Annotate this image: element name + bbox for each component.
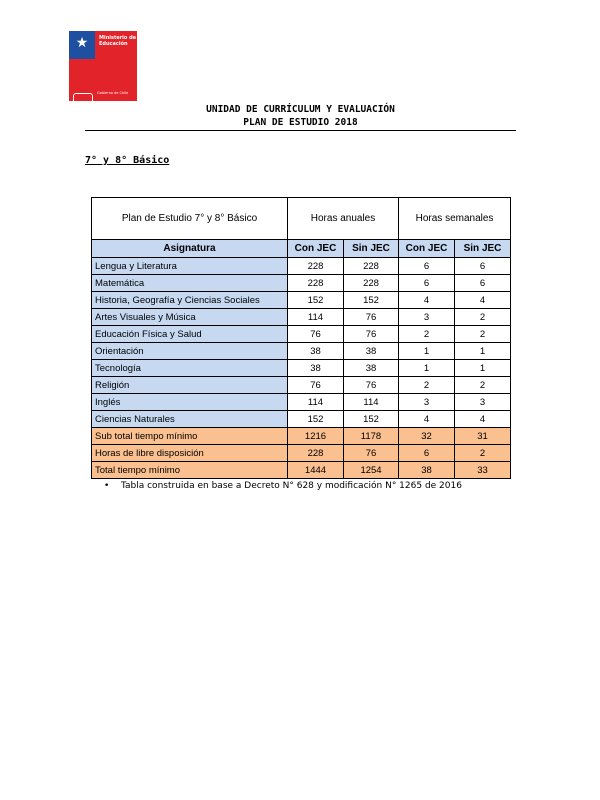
hours-cell: 32 [399,428,455,445]
hours-cell: 4 [399,411,455,428]
col-annual-con-jec: Con JEC [288,240,344,258]
hours-cell: 1444 [288,462,344,479]
hours-cell: 152 [288,292,344,309]
hours-cell: 76 [344,326,399,343]
table-row [92,275,511,292]
hours-cell: 3 [399,309,455,326]
table-row [92,343,511,360]
logo-blue-field [69,31,95,59]
hours-cell: 228 [344,258,399,275]
hours-cell: 1 [399,360,455,377]
hours-cell: 6 [399,445,455,462]
hours-cell: 76 [344,445,399,462]
hours-cell: 1 [399,343,455,360]
header-rule [85,130,516,131]
table-row [92,309,511,326]
hours-cell: 76 [344,309,399,326]
study-plan-table [91,197,511,479]
table-top-left: Plan de Estudio 7° y 8° Básico [92,198,288,240]
hours-cell: 76 [288,326,344,343]
hours-cell: 228 [288,445,344,462]
hours-cell: 76 [344,377,399,394]
star-icon: ★ [75,35,89,51]
subject-cell: Orientación [92,343,288,360]
subject-cell: Historia, Geografía y Ciencias Sociales [92,292,288,309]
hours-cell: 1 [455,360,511,377]
col-subject: Asignatura [92,240,288,258]
hours-cell: 1254 [344,462,399,479]
hours-cell: 6 [455,275,511,292]
hours-cell: 2 [455,445,511,462]
col-annual-sin-jec: Sin JEC [344,240,399,258]
hours-cell: 6 [399,258,455,275]
bullet-icon: • [104,481,110,491]
footnote-text: Tabla construida en base a Decreto N° 628 y modificación N° 1265 de 2016 [121,481,462,491]
subject-cell: Artes Visuales y Música [92,309,288,326]
header-unit: UNIDAD DE CURRÍCULUM Y EVALUACIÓN [206,104,395,115]
hours-cell: 228 [344,275,399,292]
hours-cell: 38 [399,462,455,479]
table-row [92,292,511,309]
subject-cell: Horas de libre disposición [92,445,288,462]
hours-cell: 2 [455,377,511,394]
hours-cell: 1 [455,343,511,360]
hours-cell: 1178 [344,428,399,445]
table-row [92,428,511,445]
subject-cell: Educación Física y Salud [92,326,288,343]
hours-cell: 114 [288,309,344,326]
group-annual-hours: Horas anuales [288,198,399,240]
subject-cell: Sub total tiempo mínimo [92,428,288,445]
col-weekly-con-jec: Con JEC [399,240,455,258]
col-weekly-sin-jec: Sin JEC [455,240,511,258]
table-row [92,445,511,462]
table-row [92,462,511,479]
hours-cell: 2 [455,309,511,326]
ministry-logo [69,31,137,101]
hours-cell: 2 [455,326,511,343]
hours-cell: 4 [399,292,455,309]
group-weekly-hours: Horas semanales [399,198,511,240]
hours-cell: 4 [455,292,511,309]
hours-cell: 3 [399,394,455,411]
hours-cell: 38 [344,343,399,360]
subject-cell: Religión [92,377,288,394]
hours-cell: 2 [399,326,455,343]
table-row [92,377,511,394]
footnote [104,481,462,491]
hours-cell: 114 [288,394,344,411]
logo-title: Ministerio de Educación [99,35,137,47]
hours-cell: 4 [455,411,511,428]
hours-cell: 228 [288,258,344,275]
hours-cell: 114 [344,394,399,411]
hours-cell: 152 [288,411,344,428]
subject-cell: Lengua y Literatura [92,258,288,275]
hours-cell: 152 [344,411,399,428]
hours-cell: 152 [344,292,399,309]
hours-cell: 228 [288,275,344,292]
header-plan: PLAN DE ESTUDIO 2018 [243,117,358,128]
subject-cell: Total tiempo mínimo [92,462,288,479]
hours-cell: 1216 [288,428,344,445]
subject-cell: Tecnología [92,360,288,377]
logo-subtitle: Gobierno de Chile [97,91,129,95]
table-row [92,326,511,343]
table-row [92,360,511,377]
hours-cell: 76 [288,377,344,394]
hours-cell: 6 [455,258,511,275]
subject-cell: Matemática [92,275,288,292]
hours-cell: 2 [399,377,455,394]
hours-cell: 38 [344,360,399,377]
hours-cell: 33 [455,462,511,479]
section-title: 7° y 8° Básico [85,155,170,166]
table-row [92,394,511,411]
hours-cell: 38 [288,360,344,377]
hours-cell: 38 [288,343,344,360]
subject-cell: Ciencias Naturales [92,411,288,428]
hours-cell: 3 [455,394,511,411]
logo-red-field-lower [69,59,95,101]
table-row [92,258,511,275]
table-row [92,411,511,428]
hours-cell: 31 [455,428,511,445]
hours-cell: 6 [399,275,455,292]
subject-cell: Inglés [92,394,288,411]
